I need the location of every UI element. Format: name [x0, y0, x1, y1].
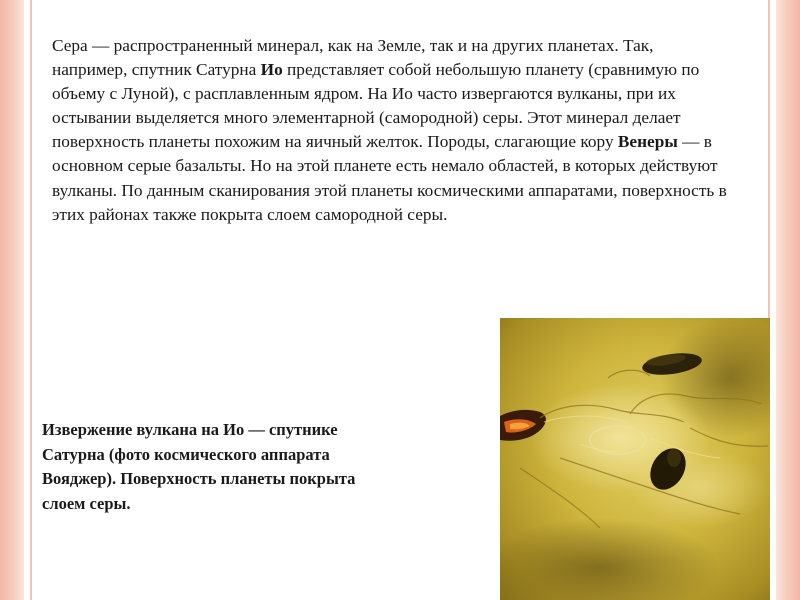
paragraph-text-3: — в основном серые базальты. Но на этой планете есть немало областей, в которых действуют вулканы. По данным сканирования этой планеты космическими аппаратами, поверхность в этих районах также покрыта слоем самородной серы.	[52, 132, 727, 224]
right-border	[776, 0, 800, 600]
main-paragraph	[52, 34, 732, 227]
paragraph-bold-io: Ио	[260, 60, 283, 80]
photo-caption: Извержение вулкана на Ио — спутнике Сатурна (фото космического аппарата Вояджер). Поверхность планеты покрыта слоем серы.	[42, 420, 356, 513]
left-border-line	[30, 0, 32, 600]
paragraph-text-2: представляет собой небольшую планету (сравнимую по объему с Луной), с расплавленным ядром. На Ио часто извергаются вулканы, при их остывании выделяется много элементарной (самородной) серы. Этот минерал делает поверхность планеты похожим на яичный желток. Породы, слагающие кору	[52, 60, 700, 152]
io-surface-photo	[500, 318, 770, 600]
left-border	[0, 0, 24, 600]
paragraph-bold-venus: Венеры	[617, 132, 678, 152]
paragraph-text-1: Сера — распространенный минерал, как на Земле, так и на других планетах. Так, например, спутник Сатурна	[52, 36, 654, 80]
